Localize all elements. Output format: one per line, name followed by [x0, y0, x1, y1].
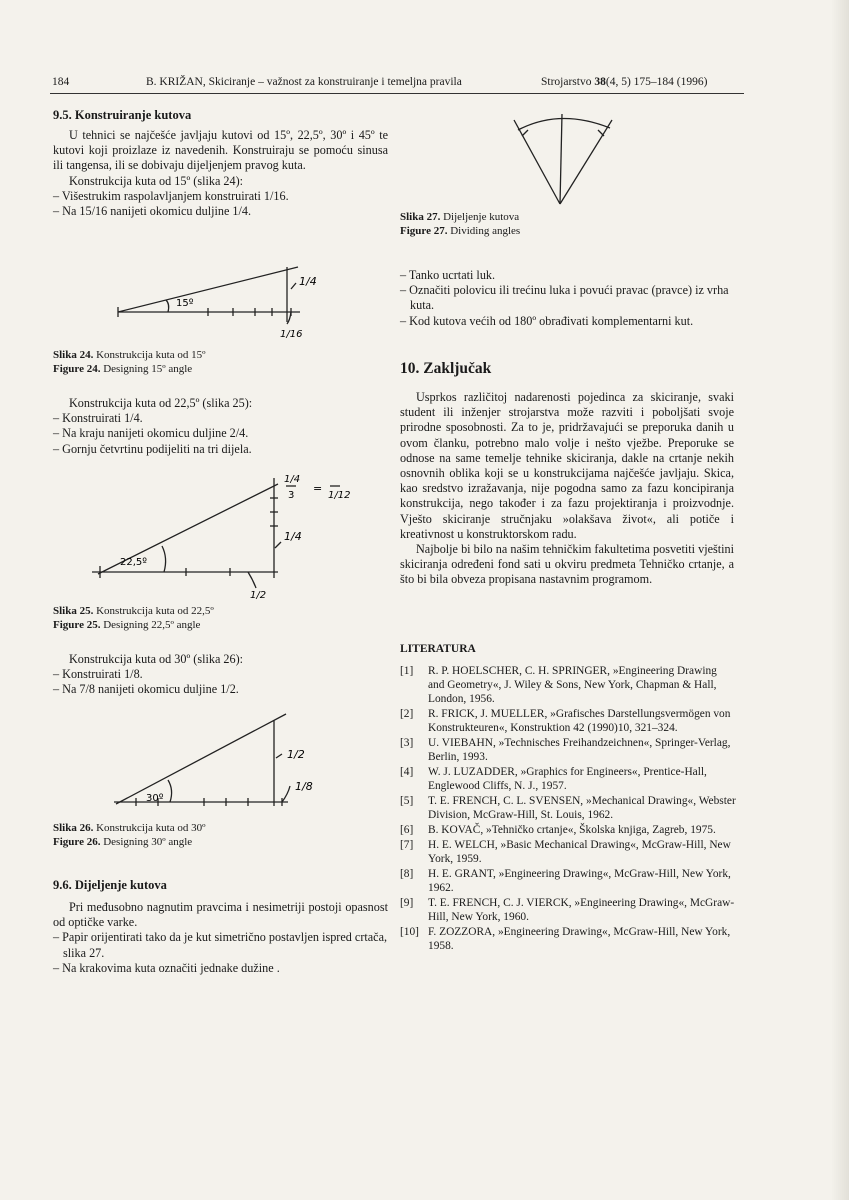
reference-number: [7]: [400, 839, 414, 851]
quarter-label: 1/4: [299, 275, 317, 288]
arc: [518, 118, 610, 130]
caption-label: Slika 26.: [53, 822, 94, 834]
quarter-pointer: [291, 283, 296, 289]
reference-number: [4]: [400, 766, 414, 778]
caption-label: Figure 25.: [53, 618, 101, 631]
journal-citation: [541, 76, 707, 88]
section-9-6-body: [53, 900, 388, 976]
equals-sign: =: [313, 482, 323, 495]
scan-edge: [831, 0, 849, 1200]
figure-26-drawing: [110, 710, 350, 816]
page-number: 184: [52, 76, 70, 88]
reference-item: [400, 823, 736, 837]
caption-text: Konstrukcija kuta od 30º: [96, 822, 206, 834]
left-arm: [514, 120, 560, 204]
reference-item: [400, 896, 736, 924]
sixteenth-label: 1/16: [280, 329, 303, 340]
eighth-label: 1/8: [295, 780, 313, 793]
caption-label: Figure 27.: [400, 224, 448, 237]
caption-text: Konstrukcija kuta od 15º: [96, 349, 206, 361]
references-title: LITERATURA: [400, 643, 476, 655]
reference-text: U. VIEBAHN, »Technisches Freihandzeichnen«, Springer-Verlag, Berlin, 1993.: [428, 737, 731, 763]
figure-25-caption: [53, 605, 214, 632]
reference-text: T. E. FRENCH, C. J. VIERCK, »Engineering Drawing«, McGraw-Hill, New York, 1960.: [428, 897, 735, 923]
k225-block: [53, 396, 388, 457]
journal-name: Strojarstvo: [541, 76, 592, 88]
list-item: – Na 15/16 nanijeti okomicu duljine 1/4.: [53, 204, 252, 219]
section-9-6-title: 9.6. Dijeljenje kutova: [53, 878, 167, 892]
list-item: – Tanko ucrtati luk.: [400, 268, 496, 282]
list-item: – Višestrukim raspolavljanjem konstruirati 1/16.: [53, 188, 289, 203]
reference-text: H. E. WELCH, »Basic Mechanical Drawing«, McGraw-Hill, New York, 1959.: [428, 839, 731, 865]
paragraph: Konstrukcija kuta od 30º (slika 26):: [69, 652, 244, 666]
list-item: – Gornju četvrtinu podijeliti na tri dijela.: [53, 441, 252, 456]
section-9-5-body: [53, 128, 388, 219]
reference-text: H. E. GRANT, »Engineering Drawing«, McGraw-Hill, New York, 1962.: [428, 868, 731, 894]
reference-text: F. ZOZZORA, »Engineering Drawing«, McGraw-Hill, New York, 1958.: [428, 926, 731, 952]
figure-25-drawing: [88, 470, 358, 602]
reference-number: [5]: [400, 795, 414, 807]
half-label: 1/2: [250, 590, 267, 601]
bisector: [560, 114, 562, 204]
reference-text: B. KOVAČ, »Tehničko crtanje«, Školska knjiga, Zagreb, 1975.: [428, 824, 716, 836]
journal-issue: (4, 5) 175–184 (1996): [605, 76, 708, 88]
caption-label: Figure 26.: [53, 835, 101, 848]
conclusion-body: [400, 390, 734, 588]
figure-27-caption: [400, 211, 520, 238]
reference-item: [400, 867, 736, 895]
list-item: – Konstruirati 1/4.: [53, 411, 143, 426]
figure-24-drawing: [110, 262, 350, 342]
caption-label: Slika 25.: [53, 605, 94, 617]
angle-arc: [168, 780, 172, 802]
figure-24-caption: [53, 349, 206, 376]
caption-text: Dijeljenje kutova: [443, 211, 520, 223]
reference-number: [2]: [400, 708, 414, 720]
reference-item: [400, 707, 736, 735]
list-item: – Papir orijentirati tako da je kut simetrično postavljen ispred crtača, slika 27.: [53, 930, 388, 960]
hypotenuse: [118, 267, 298, 312]
angle-arc: [166, 300, 169, 312]
list-item: – Kod kutova većih od 180º obrađivati komplementarni kut.: [400, 313, 694, 328]
reference-text: W. J. LUZADDER, »Graphics for Engineers«, Prentice-Hall, Englewood Cliffs, N. J., 1957.: [428, 766, 707, 792]
reference-text: R. FRICK, J. MUELLER, »Grafisches Darstellungsvermögen von Konstrukteuren«, Konstruktion 42 (1990)10, 321–324.: [428, 708, 731, 734]
reference-item: [400, 925, 736, 953]
caption-label: Slika 27.: [400, 211, 441, 223]
half-pointer: [276, 754, 282, 758]
k30-block: [53, 652, 388, 698]
caption-text: Designing 22,5º angle: [103, 618, 201, 631]
paragraph: Konstrukcija kuta od 15º (slika 24):: [69, 173, 244, 188]
section-10-title: 10. Zaključak: [400, 360, 492, 377]
references-list: [400, 664, 736, 954]
angle-label: 15º: [176, 298, 194, 309]
list-item: – Na 7/8 nanijeti okomicu duljine 1/2.: [53, 682, 239, 697]
angle-label: 22,5º: [120, 557, 147, 568]
running-title: B. KRIŽAN, Skiciranje – važnost za konstruiranje i temeljna pravila: [146, 76, 462, 88]
paragraph: Najbolje bi bilo na našim tehničkim fakultetima posvetiti vještini skiciranja određeni fond sati u okviru predmeta Tehničko crtanje, a što bi bila obveza propisana nastavnim programom.: [400, 542, 734, 587]
half-pointer: [248, 572, 256, 588]
reference-item: [400, 794, 736, 822]
quarter-pointer: [275, 542, 281, 548]
reference-number: [8]: [400, 868, 414, 880]
header-rule: [50, 93, 744, 94]
caption-text: Konstrukcija kuta od 22,5º: [96, 605, 214, 617]
reference-item: [400, 765, 736, 793]
reference-item: [400, 838, 736, 866]
quarter-label: 1/4: [284, 530, 302, 543]
fraction-result: 1/12: [328, 490, 351, 501]
caption-text: Dividing angles: [450, 224, 521, 237]
reference-number: [6]: [400, 824, 414, 836]
angle-label: 30º: [146, 793, 164, 804]
list-item: – Na kraju nanijeti okomicu duljine 2/4.: [53, 426, 249, 441]
list-item: – Konstruirati 1/8.: [53, 667, 143, 682]
reference-text: T. E. FRENCH, C. L. SVENSEN, »Mechanical Drawing«, Webster Division, McGraw-Hill, St. Louis, 1962.: [428, 795, 736, 821]
reference-item: [400, 736, 736, 764]
right-arm: [560, 120, 612, 204]
caption-label: Slika 24.: [53, 349, 94, 361]
paragraph: U tehnici se najčešće javljaju kutovi od 15º, 22,5º, 30º i 45º te kutovi koji proizlaze iz navedenih. Konstruiraju se pomoću sinusa ili tangensa, ili se dobivaju dijeljenjem pravog kuta.: [53, 128, 388, 173]
half-label: 1/2: [287, 748, 305, 761]
paragraph: Pri međusobno nagnutim pravcima i nesimetriji postoji opasnost od optičke varke.: [53, 900, 388, 930]
caption-text: Designing 15º angle: [103, 362, 193, 375]
eighth-pointer: [282, 786, 290, 802]
reference-number: [1]: [400, 665, 414, 677]
paragraph: Usprkos različitoj nadarenosti pojedinca za skiciranje, svaki student ili inženjer strojarstva može razviti i poboljšati svoje prirodne sposobnosti. Za to je, pridržavajući se preporuka danih u ovom članku, potrebno malo volje i nešto vježbe. Preporuke se odnose na same temelje tehnike skiciranja, dakle na crtanje nekih osnovnih oblika koji se u konstrukcijama najčešće javljaju. Skica, kao sredstvo izražavanja, nije pogodna samo za fazu koncipiranja konstrukcija, nego također i za fazu projektiranja i proizvodnje. Vješto skiciranje stručnjaku »olakšava život«, ali potiče i kreativnost u konstruktorskom radu.: [400, 390, 734, 541]
caption-text: Designing 30º angle: [103, 835, 193, 848]
reference-item: [400, 664, 736, 706]
angle-arc: [162, 546, 166, 572]
list-item: – Na krakovima kuta označiti jednake dužine .: [53, 960, 280, 975]
fraction-numerator: 1/4: [284, 474, 301, 485]
reference-text: R. P. HOELSCHER, C. H. SPRINGER, »Engineering Drawing and Geometry«, J. Wiley & Sons, New York, Chapman & Hall, London, 1956.: [428, 665, 717, 705]
figure-27-drawing: [500, 104, 630, 214]
figure-26-caption: [53, 822, 206, 849]
caption-label: Figure 24.: [53, 362, 101, 375]
section-9-5-title: 9.5. Konstruiranje kutova: [53, 108, 192, 122]
fig27-bullets: [400, 268, 734, 329]
fraction-denominator: 3: [288, 490, 295, 501]
hypotenuse: [116, 714, 286, 804]
paragraph: Konstrukcija kuta od 22,5º (slika 25):: [69, 396, 253, 410]
journal-volume: 38: [594, 76, 606, 88]
list-item: – Označiti polovicu ili trećinu luka i povući pravac (pravce) iz vrha kuta.: [400, 283, 729, 313]
reference-number: [10]: [400, 926, 419, 938]
reference-number: [9]: [400, 897, 414, 909]
reference-number: [3]: [400, 737, 414, 749]
